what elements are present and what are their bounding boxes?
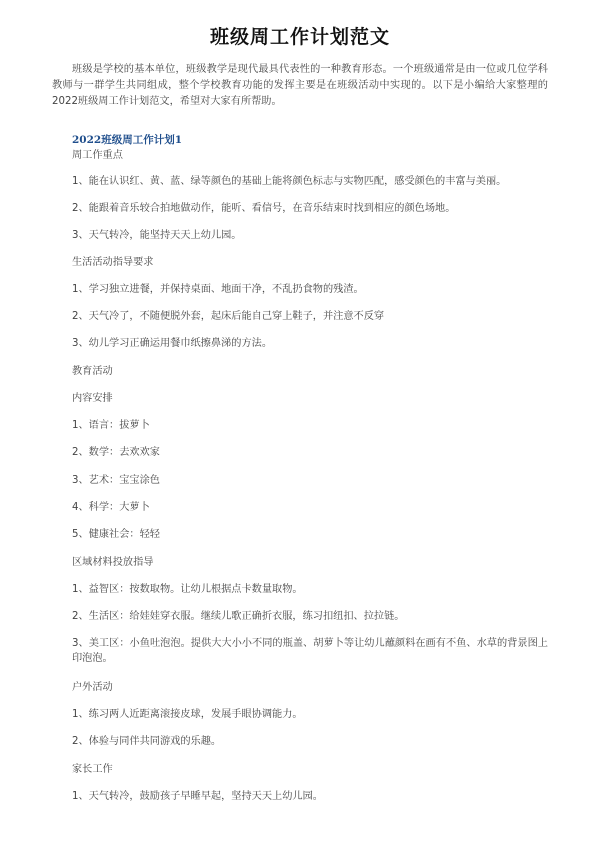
paragraph-item: 2、能跟着音乐较合拍地做动作，能听、看信号，在音乐结束时找到相应的颜色场地。 — [72, 203, 456, 214]
section-title: 2022班级周工作计划1 — [72, 134, 183, 146]
paragraph-item: 1、学习独立进餐，并保持桌面、地面干净，不乱扔食物的残渣。 — [72, 284, 364, 295]
paragraph-item: 3、幼儿学习正确运用餐巾纸擦鼻涕的方法。 — [72, 338, 273, 349]
document-title: 班级周工作计划范文 — [209, 26, 390, 48]
paragraph-heading-life: 生活活动指导要求 — [72, 257, 154, 268]
paragraph-item: 2、数学：去欢欢家 — [72, 447, 160, 458]
paragraph-item: 1、益智区：按数取物。让幼儿根据点卡数量取物。 — [72, 584, 303, 595]
paragraph-heading-parents: 家长工作 — [72, 764, 113, 775]
paragraph-heading-materials: 区域材料投放指导 — [72, 557, 154, 568]
paragraph-item: 1、天气转冷，鼓励孩子早睡早起，坚持天天上幼儿园。 — [72, 791, 323, 802]
paragraph-item: 3、艺术：宝宝涂色 — [72, 475, 160, 486]
paragraph-heading-education: 教育活动 — [72, 366, 113, 377]
paragraph-heading-outdoor: 户外活动 — [72, 682, 113, 693]
paragraph-item: 2、天气冷了，不随便脱外套，起床后能自己穿上鞋子，并注意不反穿 — [72, 311, 385, 322]
paragraph-item: 2、体验与同伴共同游戏的乐趣。 — [72, 736, 222, 747]
paragraph-item: 3、美工区：小鱼吐泡泡。提供大大小小不同的瓶盖、胡萝卜等让幼儿蘸颜料在画有不鱼、水草的背景图上印泡泡。 — [72, 638, 548, 664]
paragraph-item: 3、天气转冷，能坚持天天上幼儿园。 — [72, 230, 242, 241]
intro-paragraph: 班级是学校的基本单位，班级教学是现代最具代表性的一种教育形态。一个班级通常是由一位或几位学科教师与一群学生共同组成，整个学校教育功能的发挥主要是在班级活动中实现的。以下是小编给大家整理的2022班级周工作计划范文，希望对大家有所帮助。 — [52, 64, 548, 107]
paragraph-item: 1、能在认识红、黄、蓝、绿等颜色的基础上能将颜色标志与实物匹配，感受颜色的丰富与美丽。 — [72, 176, 507, 187]
paragraph-item: 2、生活区：给娃娃穿衣服。继续儿歌正确折衣服，练习扣纽扣、拉拉链。 — [72, 611, 405, 622]
paragraph-item: 4、科学：大萝卜 — [72, 502, 150, 513]
paragraph-item: 5、健康社会：轻轻 — [72, 529, 160, 540]
paragraph-heading-content: 内容安排 — [72, 393, 113, 404]
paragraph-item: 1、语言：拔萝卜 — [72, 420, 150, 431]
paragraph-heading-focus: 周工作重点 — [72, 150, 123, 161]
paragraph-item: 1、练习两人近距离滚接皮球，发展手眼协调能力。 — [72, 709, 303, 720]
